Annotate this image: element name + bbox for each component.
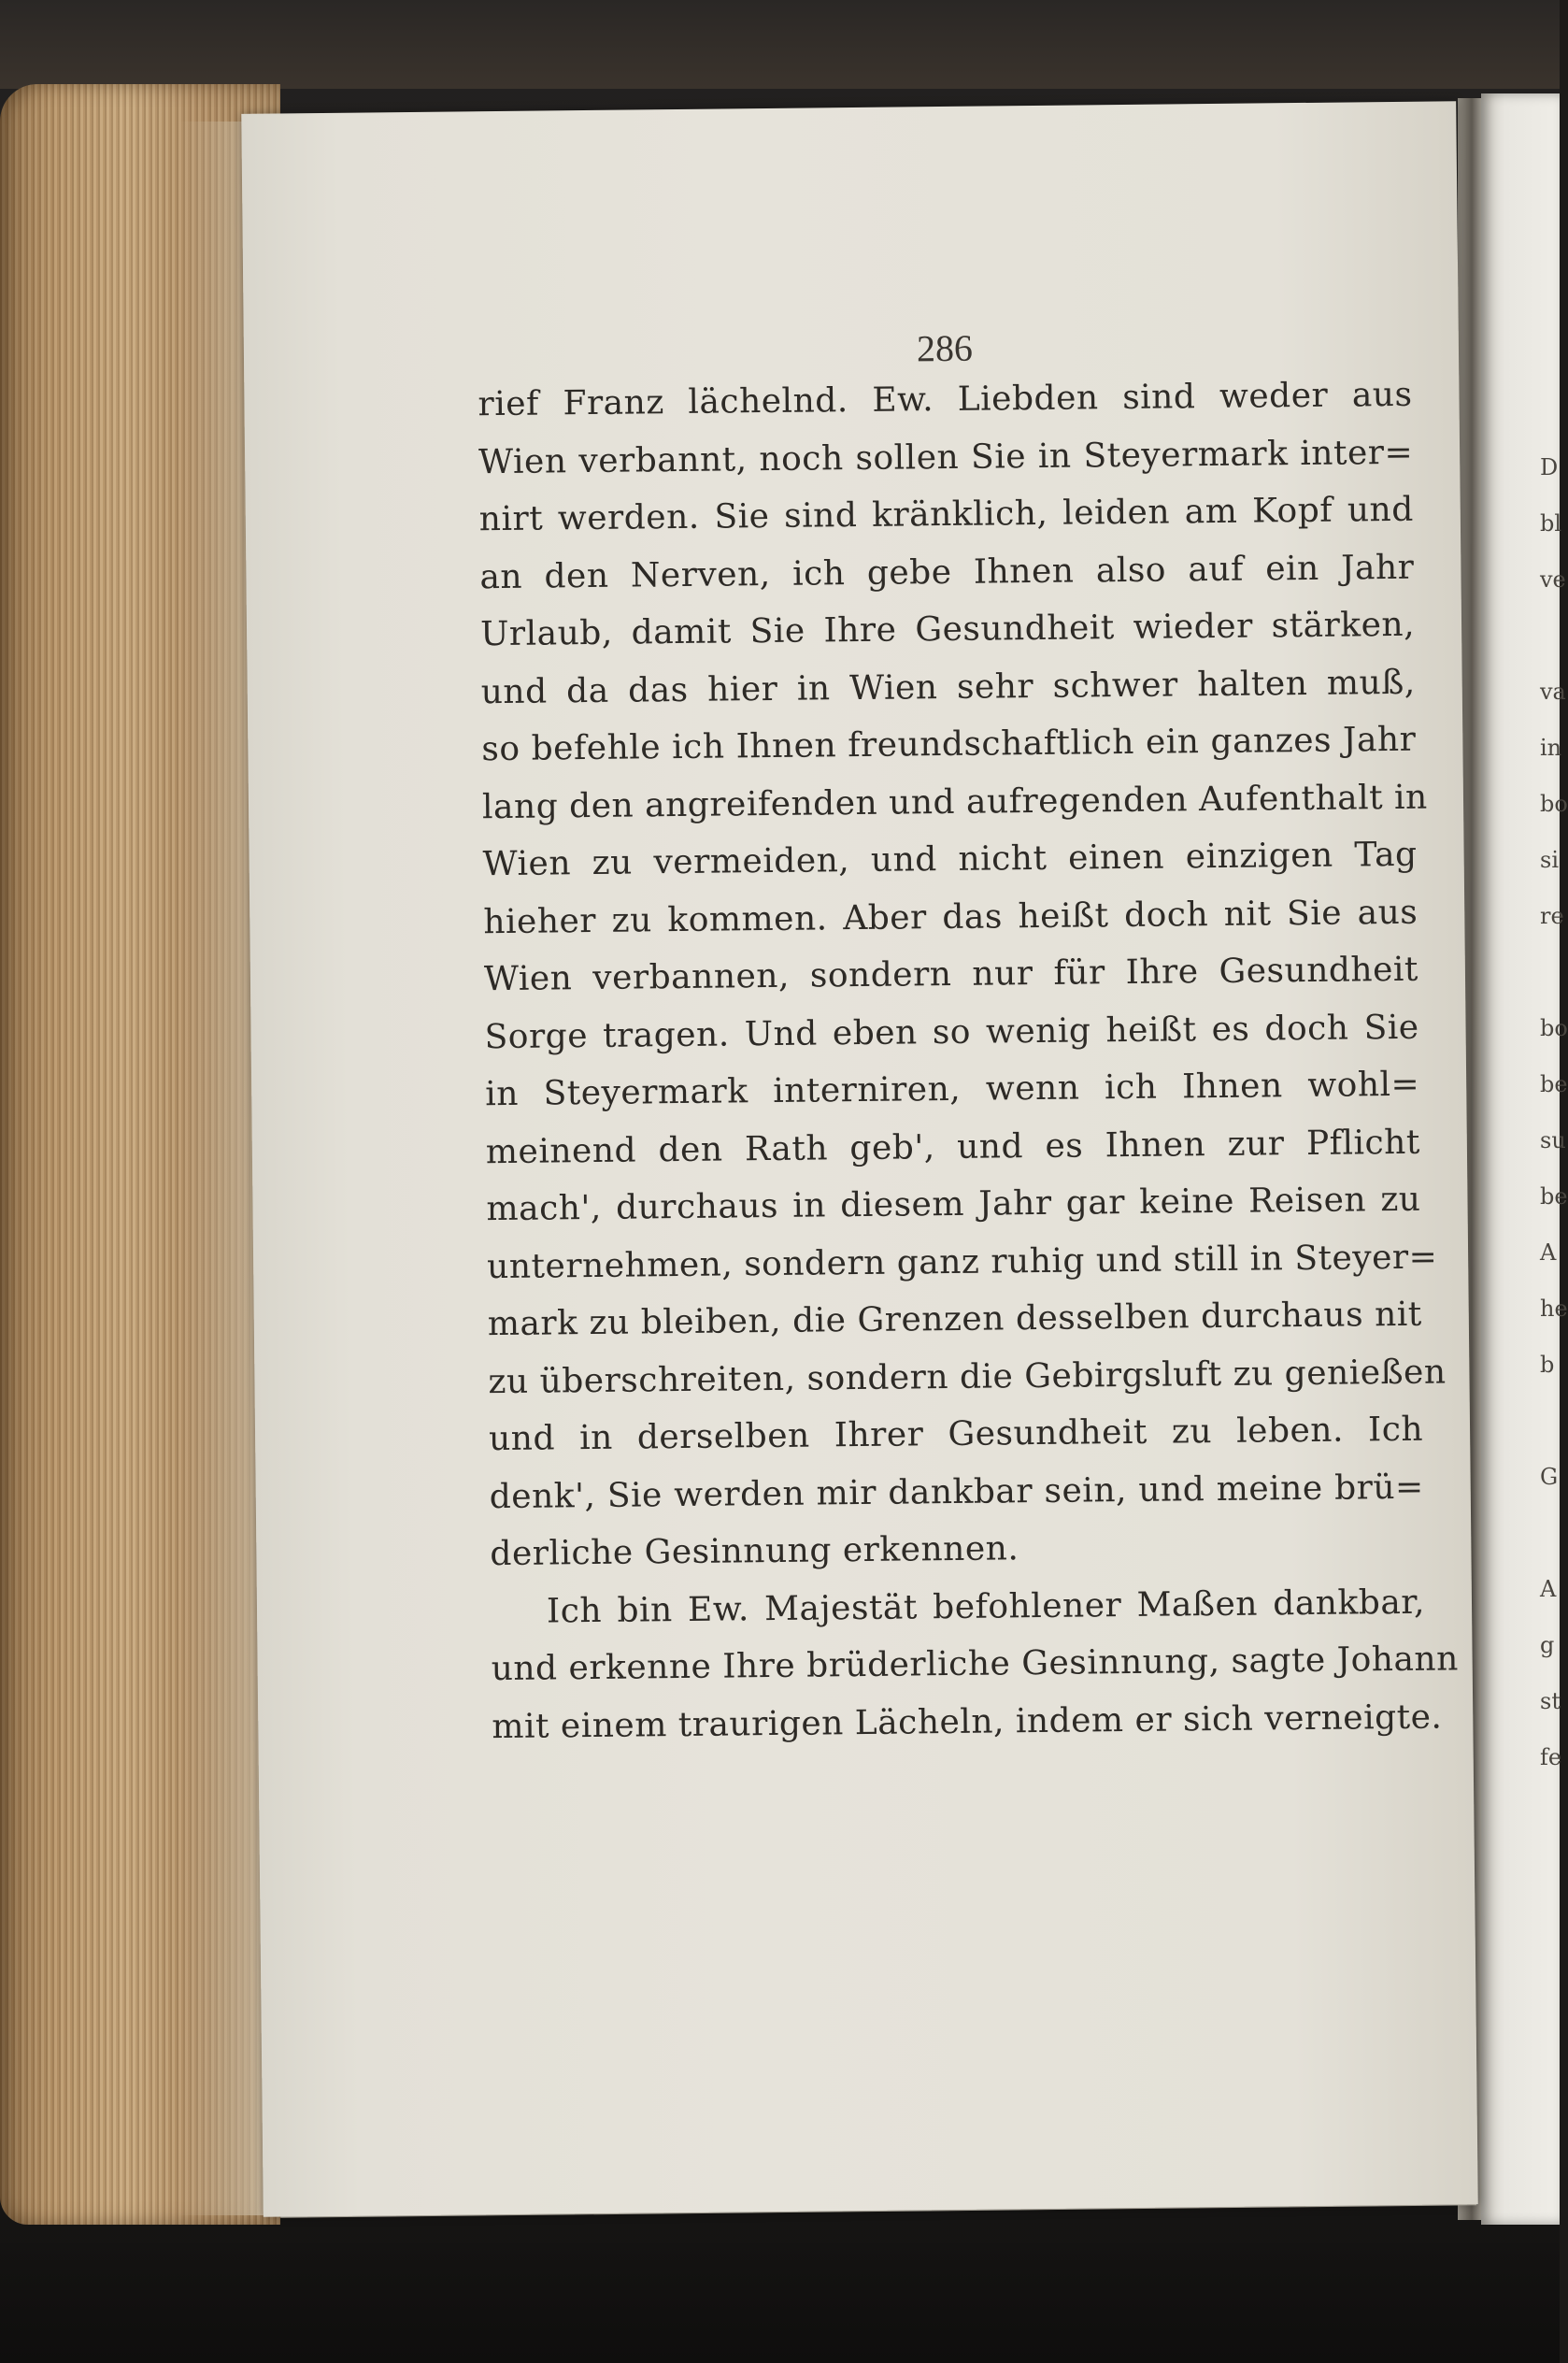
text-line: so befehle ich Ihnen freundschaftlich ein ganzes Jahr (481, 720, 1417, 769)
next-page-glyph: bo (1540, 1015, 1568, 1041)
text-line: Sorge tragen. Und eben so wenig heißt es doch Sie (484, 1008, 1419, 1056)
text-line: mach', durchaus in diesem Jahr gar keine Reisen zu (486, 1180, 1421, 1229)
next-page-glyph: bl (1540, 510, 1562, 537)
next-page-glyph (1540, 608, 1562, 664)
text-line: lang den angreifenden und aufregenden Aufenthalt in (481, 778, 1428, 826)
text-line: mark zu bleiben, die Grenzen desselben durchaus nit (487, 1295, 1422, 1344)
text-line: Urlaub, damit Sie Ihre Gesundheit wieder stärken, (479, 605, 1416, 654)
text-line: zu überschreiten, sondern die Gebirgsluft zu genießen (488, 1352, 1447, 1401)
text-line: denk', Sie werden mir dankbar sein, und meine brü= (489, 1468, 1424, 1516)
next-page-glyph: b (1540, 1352, 1555, 1378)
next-page-glyph: be (1540, 1071, 1568, 1097)
next-page-glyph: in (1540, 735, 1562, 761)
text-line: und da das hier in Wien sehr schwer halten muß, (480, 663, 1416, 711)
next-page-glyph (1540, 944, 1562, 1000)
next-page-glyph: A (1540, 1239, 1557, 1266)
next-page-glyph: g (1540, 1632, 1555, 1658)
text-line: in Steyermark interniren, wenn ich Ihnen wohl= (485, 1065, 1420, 1114)
next-page-glyph: re (1540, 903, 1564, 929)
next-page-glyph: A (1540, 1576, 1557, 1602)
text-line: rief Franz lächelnd. Ew. Liebden sind weder aus (478, 375, 1413, 424)
book-page (241, 101, 1477, 2216)
text-line: Wien verbannt, noch sollen Sie in Steyermark inter= (478, 433, 1414, 481)
text-line: mit einem traurigen Lächeln, indem er sich verneigte. (492, 1697, 1443, 1746)
next-page-glyph: bo (1540, 791, 1568, 817)
text-line: derliche Gesinnung erkennen. (490, 1529, 1019, 1574)
text-line: unternehmen, sondern ganz ruhig und still in Steyer= (486, 1238, 1438, 1286)
next-page-glyph: G (1540, 1464, 1559, 1490)
page-text (478, 322, 1460, 1746)
next-page-glyph: fe (1540, 1744, 1562, 1770)
next-page-glyph: va (1540, 679, 1566, 705)
next-page-glyph (1540, 1393, 1562, 1449)
next-page-glyph: su (1540, 1127, 1566, 1153)
next-page-glyph: si (1540, 847, 1559, 873)
text-line: und in derselben Ihrer Gesundheit zu leben. Ich (488, 1410, 1424, 1459)
next-page-glyph: D (1540, 454, 1559, 480)
next-page-glyph: st (1540, 1688, 1561, 1714)
page-number: 286 (916, 326, 974, 370)
backdrop-bottom (0, 2243, 1560, 2363)
next-page-glyph: he (1540, 1296, 1568, 1322)
text-line: Ich bin Ew. Majestät befohlener Maßen dankbar, (546, 1582, 1426, 1631)
next-page-glyph: ve (1540, 566, 1566, 593)
text-line: Wien zu vermeiden, und nicht einen einzigen Tag (482, 835, 1418, 884)
text-line: und erkenne Ihre brüderliche Gesinnung, sagte Johann (491, 1640, 1460, 1689)
next-page-glyph: be (1540, 1183, 1568, 1210)
text-line: Wien verbannen, sondern nur für Ihre Gesundheit (483, 950, 1419, 999)
next-page-glyph (1540, 1505, 1562, 1561)
backdrop-top (0, 0, 1560, 89)
text-line: an den Nerven, ich gebe Ihnen also auf ein Jahr (479, 548, 1415, 596)
next-page-text (1540, 439, 1568, 1785)
text-line: meinend den Rath geb', und es Ihnen zur Pflicht (485, 1123, 1421, 1171)
text-line: hieher zu kommen. Aber das heißt doch nit Sie aus (483, 893, 1418, 941)
text-line: nirt werden. Sie sind kränklich, leiden am Kopf und (478, 490, 1414, 539)
